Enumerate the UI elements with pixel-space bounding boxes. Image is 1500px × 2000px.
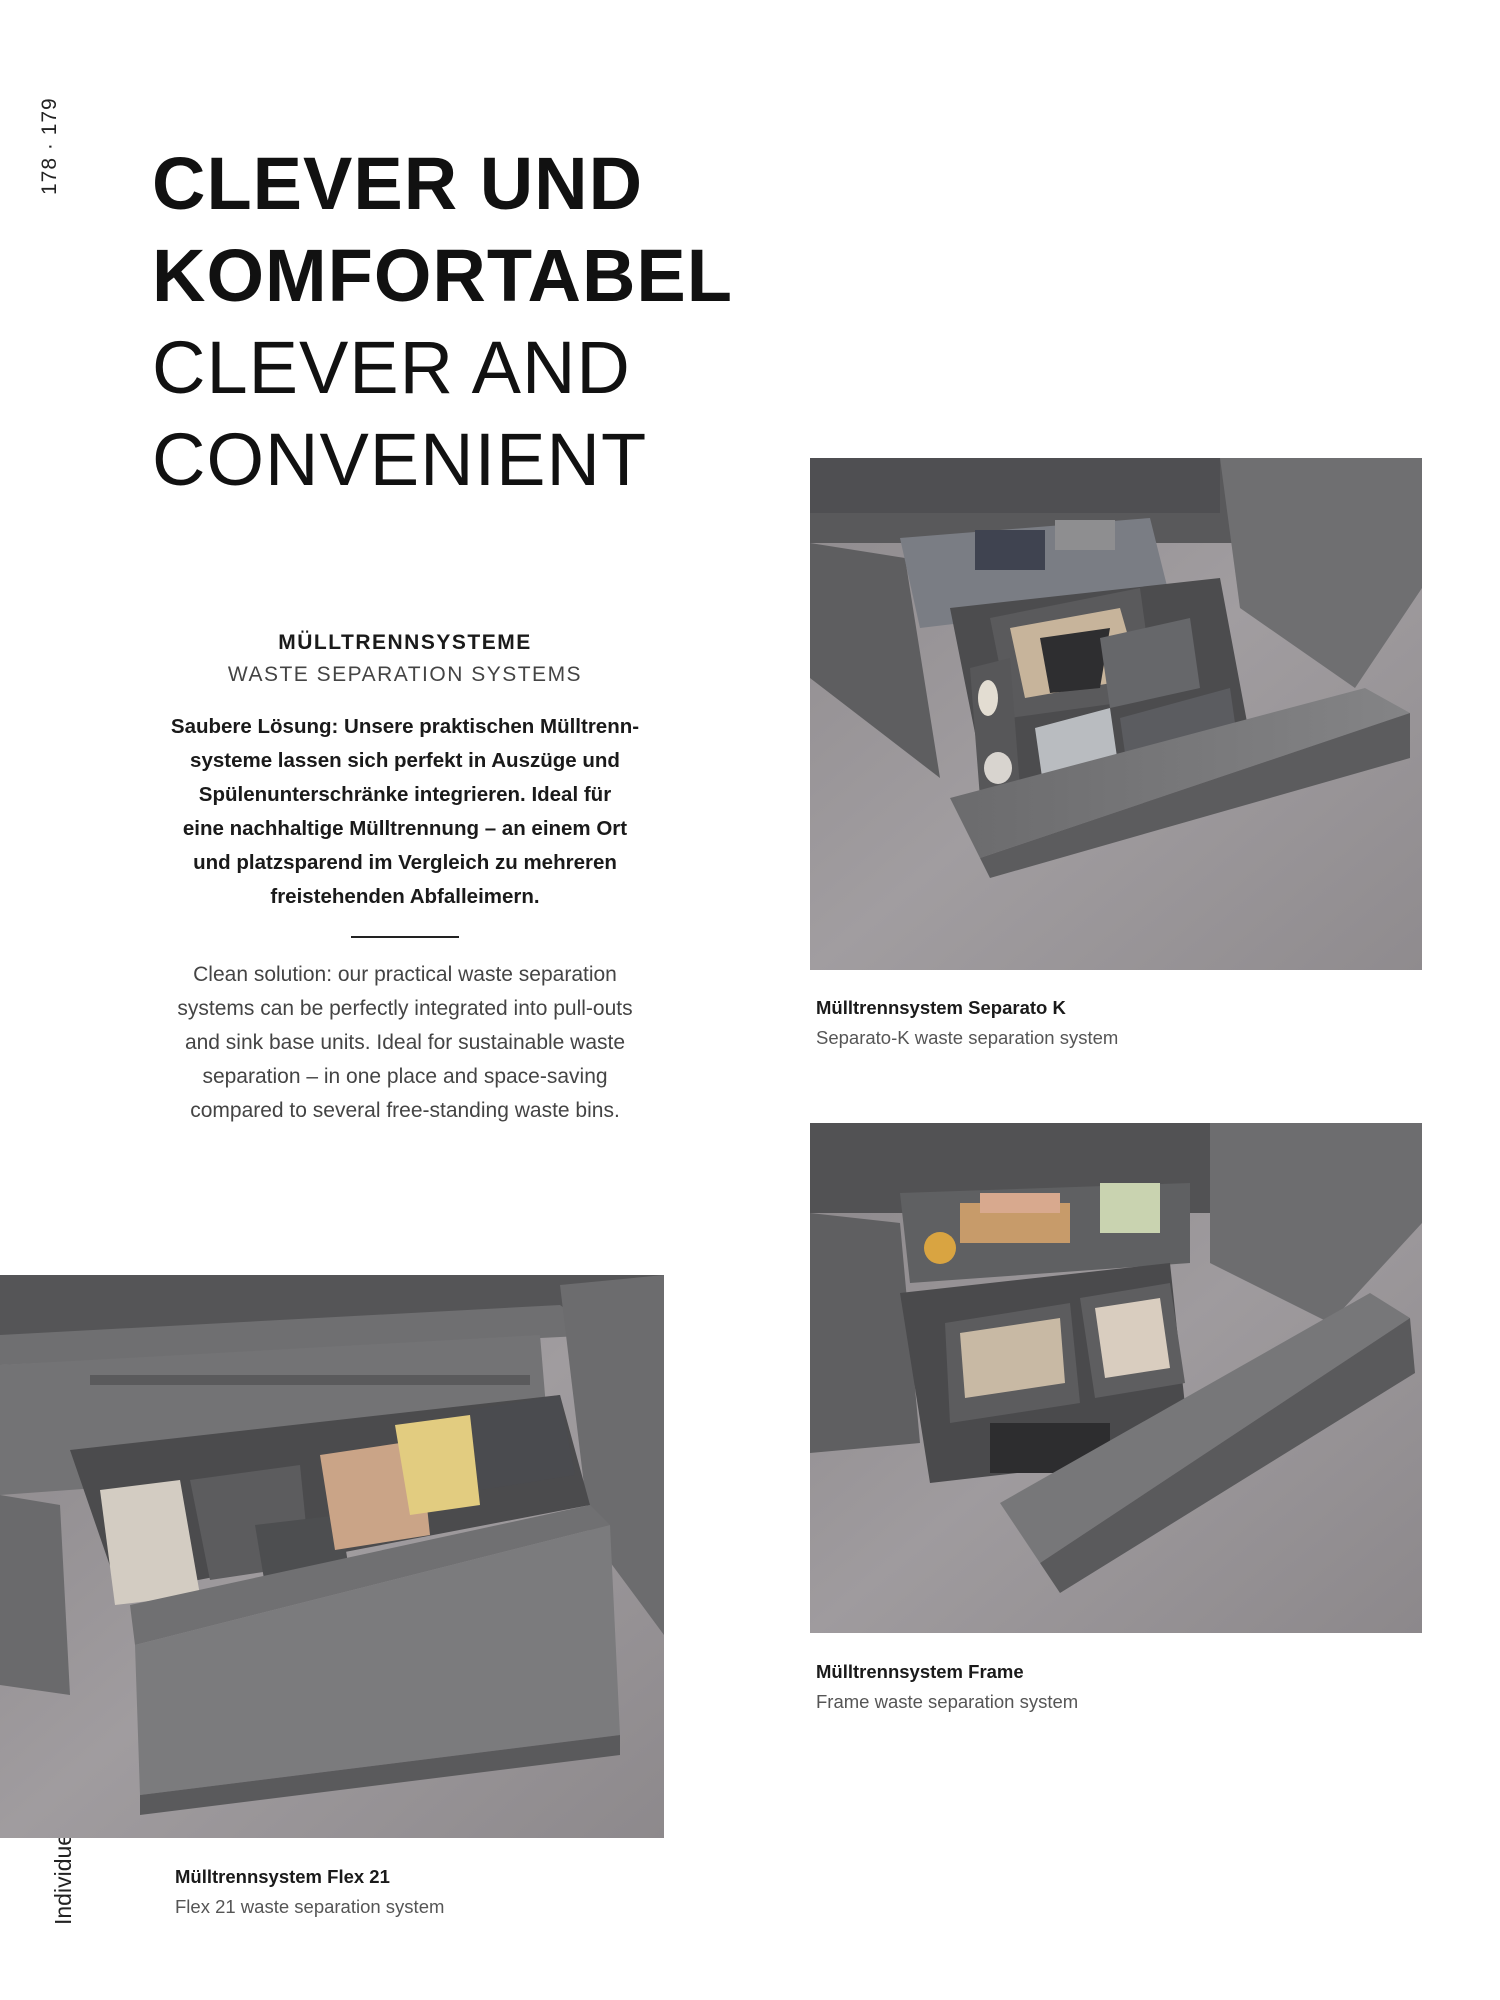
caption-flex-de: Mülltrennsystem Flex 21 xyxy=(175,1866,390,1887)
body-en-line: and sink base units. Ideal for sustainable waste xyxy=(184,1031,626,1054)
body-de-line: systeme lassen sich perfekt in Auszüge und xyxy=(190,749,620,772)
caption-frame-en: Frame waste separation system xyxy=(816,1691,1079,1712)
photo-frame-drawer xyxy=(810,1123,1422,1633)
page-title-en xyxy=(152,322,647,506)
caption-frame xyxy=(816,1657,1078,1717)
caption-separato-de: Mülltrennsystem Separato K xyxy=(816,997,1066,1018)
body-en-line: compared to several free-standing waste bins. xyxy=(190,1099,620,1122)
body-text-de xyxy=(150,710,660,914)
caption-frame-de: Mülltrennsystem Frame xyxy=(816,1661,1024,1682)
caption-separato-en: Separato-K waste separation system xyxy=(816,1027,1119,1048)
body-text-en xyxy=(150,958,660,1128)
body-en-line: Clean solution: our practical waste separation xyxy=(193,963,617,986)
title-en-line-2: CONVENIENT xyxy=(152,418,648,501)
caption-separato-k xyxy=(816,993,1118,1053)
photo-separato-k-drawer xyxy=(810,458,1422,970)
body-en-line: separation – in one place and space-saving xyxy=(202,1065,608,1088)
body-en-line: systems can be perfectly integrated into pull-outs xyxy=(177,997,633,1020)
body-de-line: freistehenden Abfalleimern. xyxy=(270,885,540,908)
body-de-line: eine nachhaltige Mülltrennung – an einem Ort xyxy=(182,817,628,840)
section-heading-de: MÜLLTRENNSYSTEME xyxy=(278,631,532,654)
photo-flex-21-drawer xyxy=(0,1275,664,1838)
caption-flex-en: Flex 21 waste separation system xyxy=(175,1896,445,1917)
body-de-line: Spülenunterschränke integrieren. Ideal für xyxy=(198,783,612,806)
page-title-de xyxy=(152,138,733,322)
page-number: 178 · 179 xyxy=(38,97,61,195)
section-heading-en: WASTE SEPARATION SYSTEMS xyxy=(227,663,583,686)
waste-systems-text xyxy=(150,628,660,1128)
text-divider xyxy=(351,936,459,938)
title-de-line-1: CLEVER UND xyxy=(152,142,644,225)
body-de-line: und platzsparend im Vergleich zu mehreren xyxy=(193,851,617,874)
title-de-line-2: KOMFORTABEL xyxy=(152,234,733,317)
body-de-line: Saubere Lösung: Unsere praktischen Mülltrenn- xyxy=(170,715,640,738)
title-en-line-1: CLEVER AND xyxy=(152,326,631,409)
caption-flex-21 xyxy=(175,1862,444,1922)
